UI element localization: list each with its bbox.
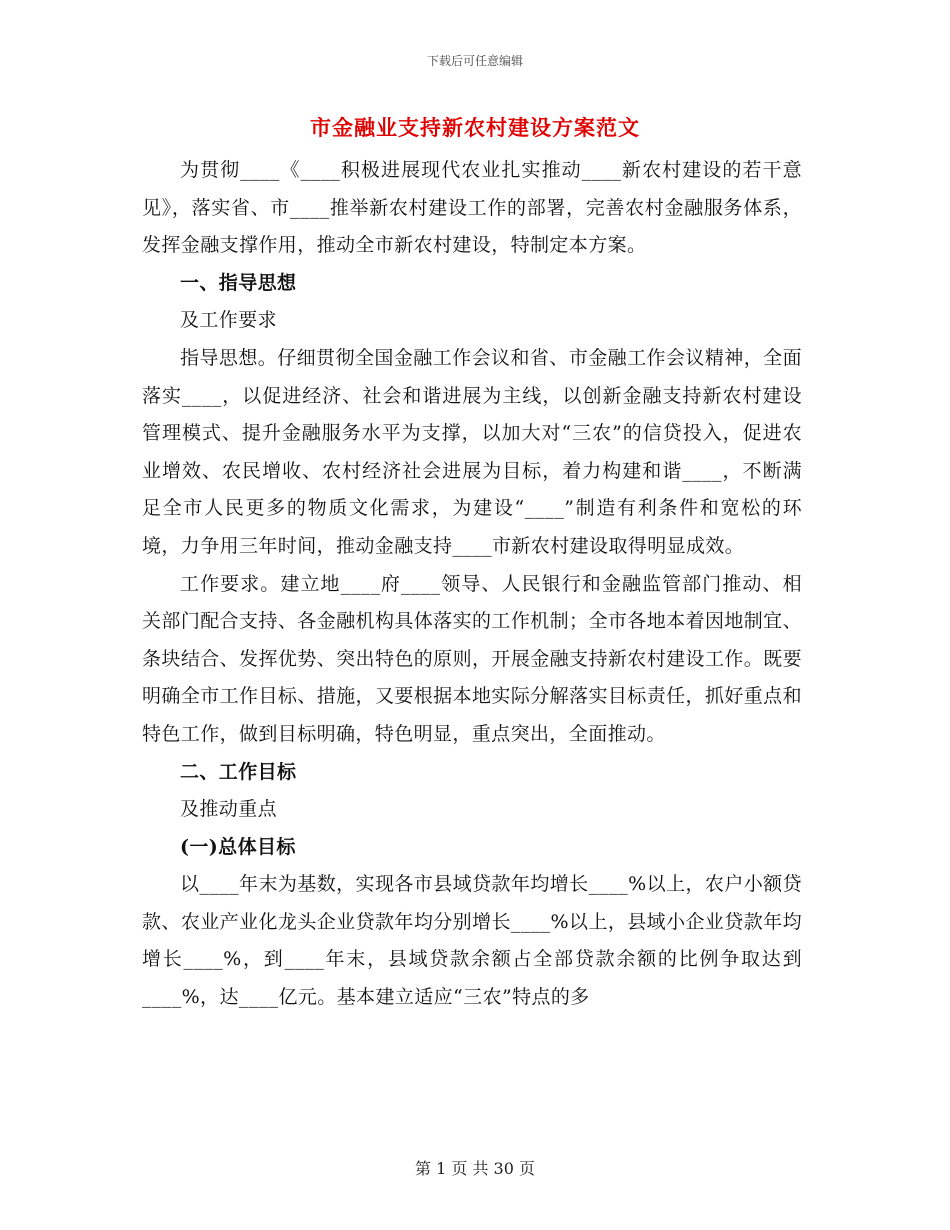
guiding-thought-paragraph: 指导思想。仔细贯彻全国金融工作会议和省、市金融工作会议精神，全面落实____，以促进经济、社会和谐进展为主线，以创新金融支持新农村建设管理模式、提升金融服务水平为支撑，以加大对“三农”的信贷投入，促进农业增效、农民增收、农村经济社会进展为目标，着力构建和谐____，不断满足全市人民更多的物质文化需求，为建设“____”制造有利条件和宽松的环境，力争用三年时间，推动金融支持____市新农村建设取得明显成效。 [142, 346, 802, 557]
overall-goal-paragraph: 以____年末为基数，实现各市县域贷款年均增长____%以上，农户小额贷款、农业产业化龙头企业贷款年均分别增长____%以上，县域小企业贷款年均增长____%，到____年末，县域贷款余额占全部贷款余额的比例争取达到____%，达____亿元。基本建立适应“三农”特点的多 [142, 873, 802, 1009]
page-number-footer: 第 1 页 共 30 页 [415, 1159, 535, 1178]
document-body [142, 152, 802, 1017]
section-subheading-key-promotion: 及推动重点 [180, 798, 278, 821]
subsection-heading-overall-goal: (一)总体目标 [180, 835, 296, 858]
intro-paragraph: 为贯彻____《____积极进展现代农业扎实推动____新农村建设的若干意见》，落实省、市____推举新农村建设工作的部署，完善农村金融服务体系，发挥金融支撑作用，推动全市新农村建设，特制定本方案。 [142, 159, 802, 257]
document-title: 市金融业支持新农村建设方案范文 [310, 115, 640, 140]
section-subheading-work-requirements: 及工作要求 [180, 309, 278, 332]
page-header-note: 下载后可任意编辑 [426, 54, 523, 68]
section-heading-guiding-thought: 一、指导思想 [180, 271, 297, 294]
section-heading-work-goals: 二、工作目标 [180, 760, 297, 783]
work-requirements-paragraph: 工作要求。建立地____府____领导、人民银行和金融监管部门推动、相关部门配合支持、各金融机构具体落实的工作机制；全市各地本着因地制宜、条块结合、发挥优势、突出特色的原则，开展金融支持新农村建设工作。既要明确全市工作目标、措施，又要根据本地实际分解落实目标责任，抓好重点和特色工作，做到目标明确，特色明显，重点突出，全面推动。 [142, 572, 802, 745]
